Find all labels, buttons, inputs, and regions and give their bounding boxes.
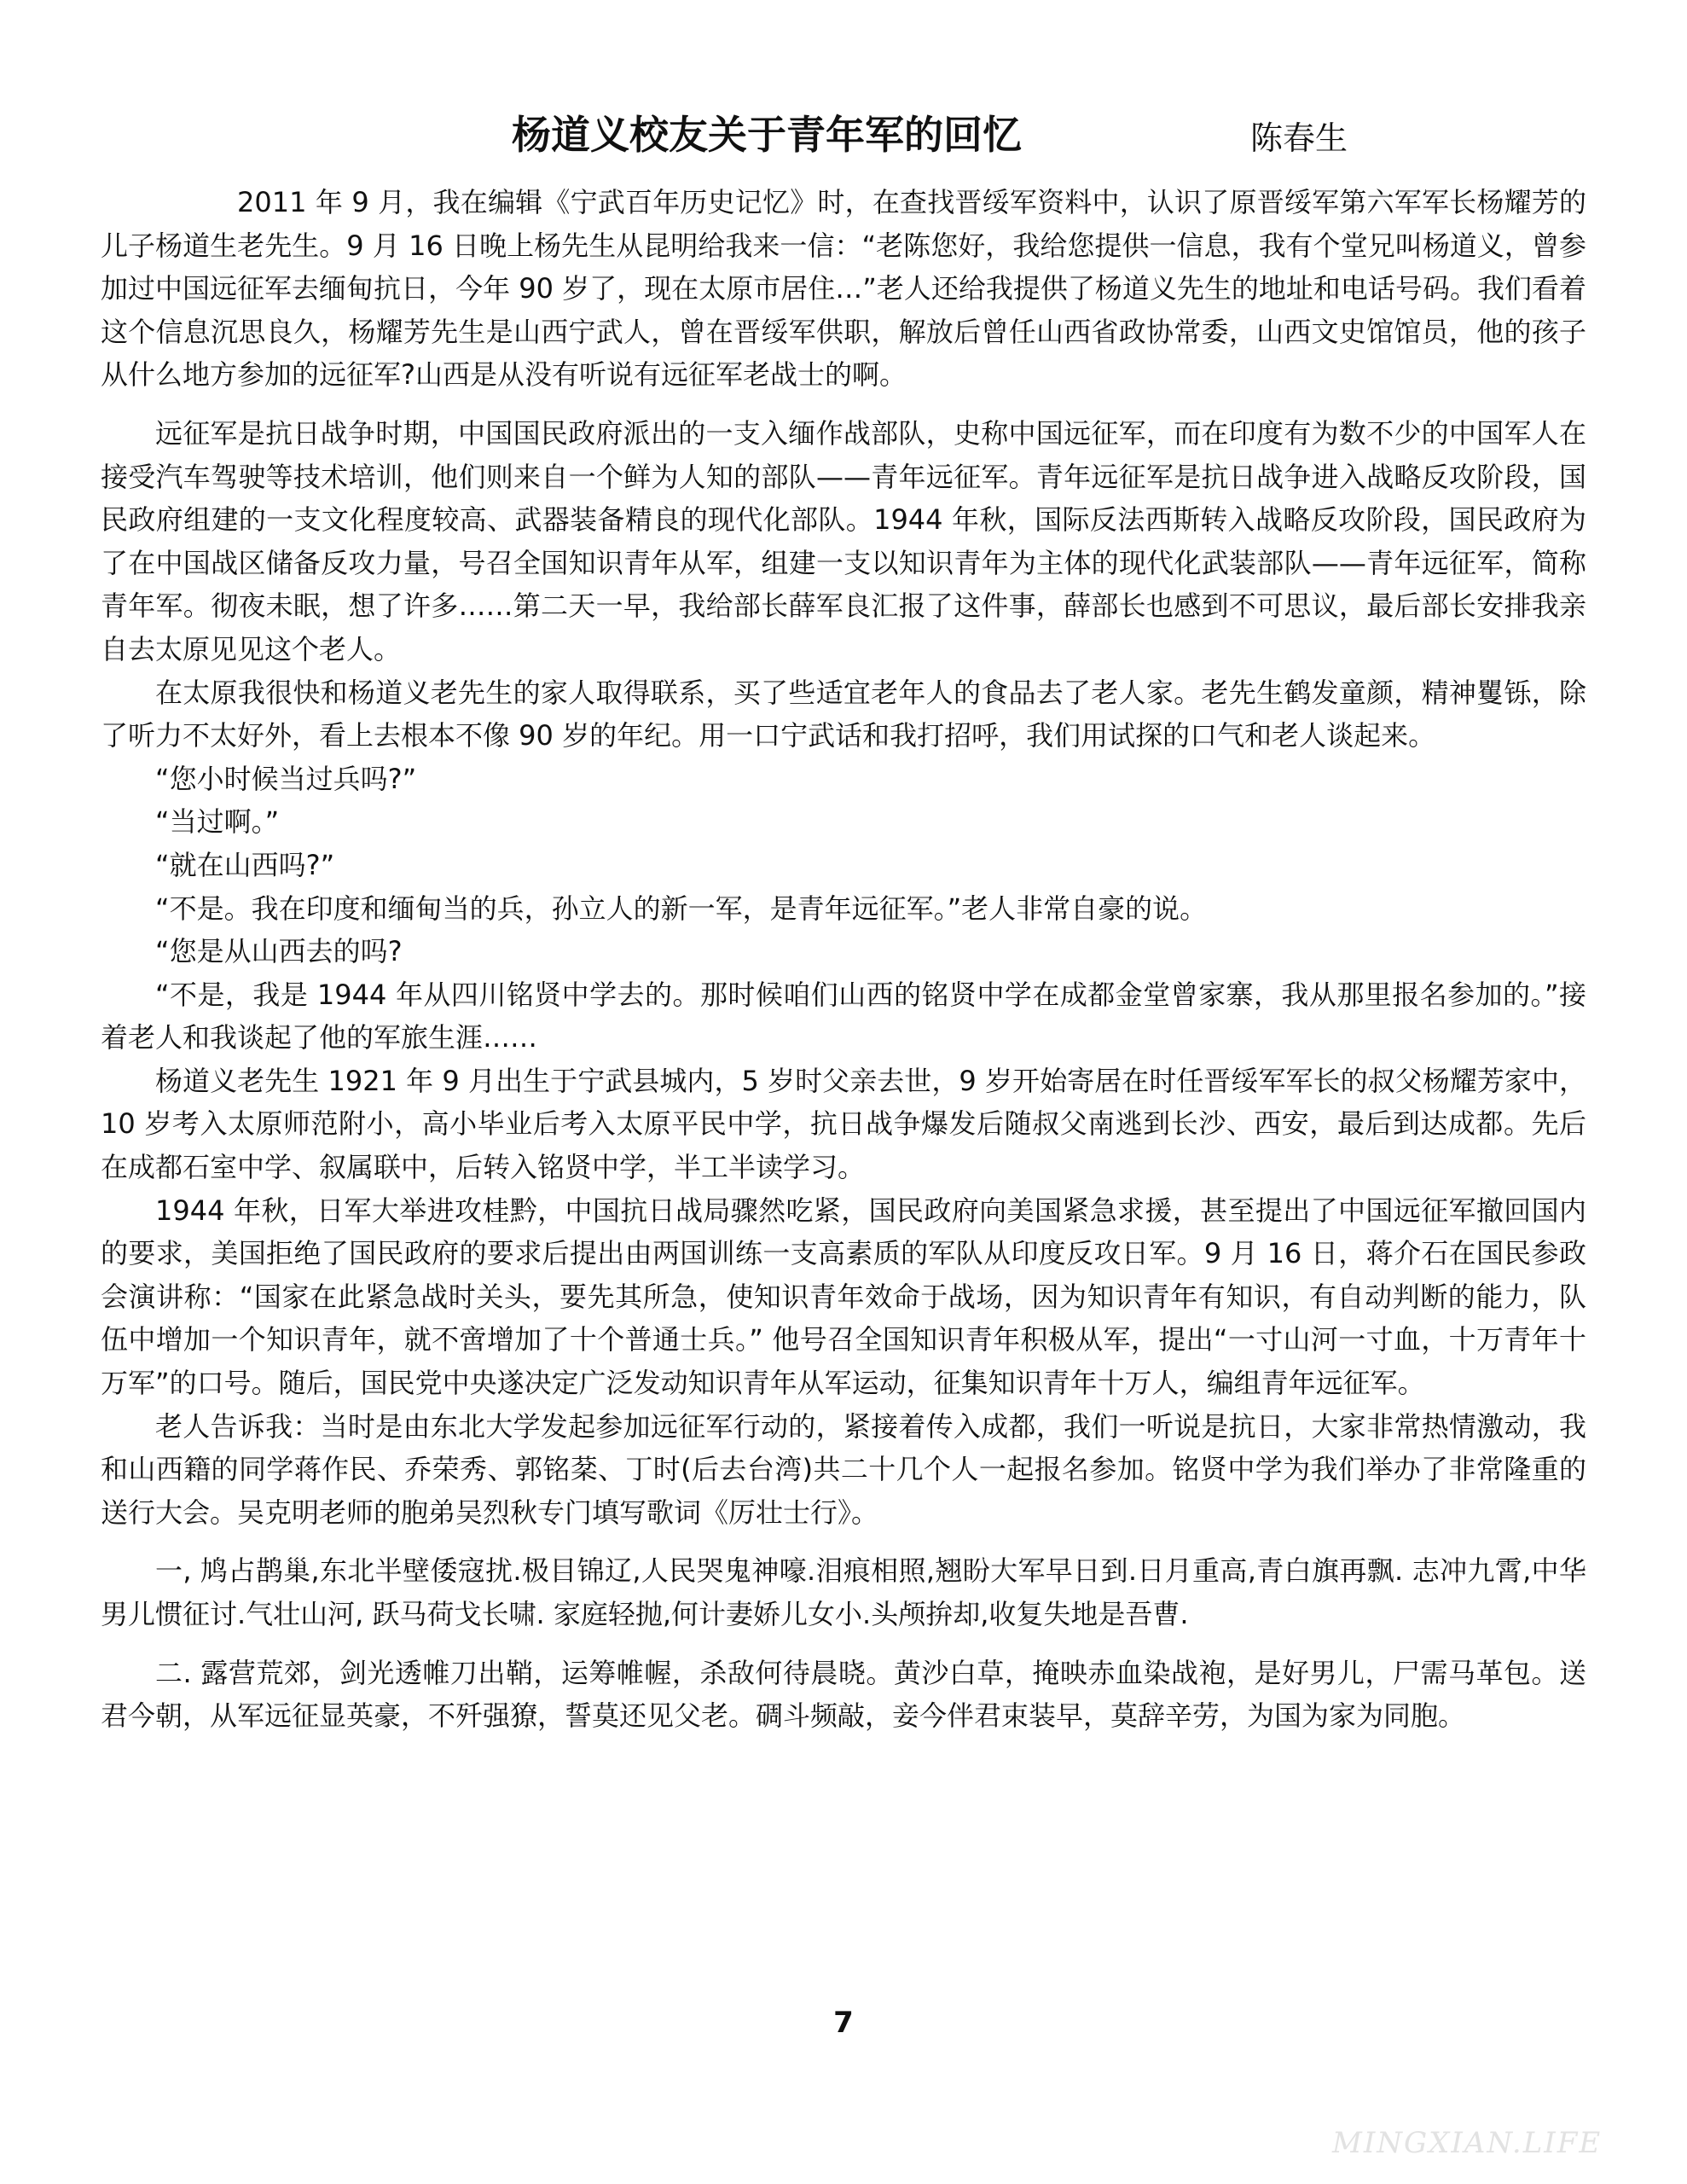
paragraph: 老人告诉我：当时是由东北大学发起参加远征军行动的，紧接着传入成都，我们一听说是抗日，大家非常热情激动，我和山西籍的同学蒋作民、乔荣秀、郭铭棻、丁时(后去台湾)共二十几个人一起报名参加。铭贤中学为我们举办了非常隆重的送行大会。吴克明老师的胞弟吴烈秋专门填写歌词《厉壮士行》。 <box>101 1409 1586 1529</box>
dialogue-line: “就在山西吗?” <box>155 848 335 881</box>
paragraph: 2011 年 9 月，我在编辑《宁武百年历史记忆》时，在查找晋绥军资料中，认识了原晋绥军第六军军长杨耀芳的儿子杨道生老先生。9 月 16 日晚上杨先生从昆明给我来一信：“老陈您好，我给您提供一信息，我有个堂兄叫杨道义，曾参加过中国远征军去缅甸抗日，今年 90 岁了，现在太原市居住…”老人还给我提供了杨道义先生的地址和电话号码。我们看着这个信息沉思良久，杨耀芳先生是山西宁武人，曾在晋绥军供职，解放后曾任山西省政协常委，山西文史馆馆员，他的孩子从什么地方参加的远征军?山西是从没有听说有远征军老战士的啊。 <box>101 186 1586 392</box>
page-number: 7 <box>833 2006 854 2040</box>
dialogue-line: “不是。我在印度和缅甸当的兵，孙立人的新一军，是青年远征军。”老人非常自豪的说。 <box>155 892 1208 925</box>
song-verse-2: 二. 露营荒郊，剑光透帷刀出鞘，运筹帷幄，杀敌何待晨晓。黄沙白草，掩映赤血染战袍，是好男儿，尸需马革包。送君今朝，从军远征显英豪，不歼强獠，誓莫还见父老。碉斗频敲，妾今伴君束装早，莫辞辛劳，为国为家为同胞。 <box>101 1656 1586 1733</box>
author-name: 陈春生 <box>1250 119 1348 157</box>
watermark: MINGXIAN.LIFE <box>1332 2126 1603 2160</box>
dialogue-line: “您是从山西去的吗? <box>155 935 403 968</box>
song-verse-1: 一, 鸠占鹊巢,东北半壁倭寇扰.极目锦辽,人民哭鬼神嚎.泪痕相照,翘盼大军早日到.日月重高,青白旗再飘. 志冲九霄,中华男儿惯征讨.气壮山河, 跃马荷戈长啸. 家庭轻抛,何计妻娇儿女小.头颅拚却,收复失地是吾曹. <box>101 1554 1586 1630</box>
paragraph: 在太原我很快和杨道义老先生的家人取得联系，买了些适宜老年人的食品去了老人家。老先生鹤发童颜，精神矍铄，除了听力不太好外，看上去根本不像 90 岁的年纪。用一口宁武话和我打招呼，我们用试探的口气和老人谈起来。 <box>101 676 1586 752</box>
paragraph: 远征军是抗日战争时期，中国国民政府派出的一支入缅作战部队，史称中国远征军，而在印度有为数不少的中国军人在接受汽车驾驶等技术培训，他们则来自一个鲜为人知的部队——青年远征军。青年远征军是抗日战争进入战略反攻阶段，国民政府组建的一支文化程度较高、武器装备精良的现代化部队。1944 年秋，国际反法西斯转入战略反攻阶段，国民政府为了在中国战区储备反攻力量，号召全国知识青年从军，组建一支以知识青年为主体的现代化武装部队——青年远征军，简称青年军。彻夜未眠，想了许多……第二天一早，我给部长薛军良汇报了这件事，薛部长也感到不可思议，最后部长安排我亲自去太原见见这个老人。 <box>101 416 1586 665</box>
paragraph: 杨道义老先生 1921 年 9 月出生于宁武县城内，5 岁时父亲去世，9 岁开始寄居在时任晋绥军军长的叔父杨耀芳家中，10 岁考入太原师范附小，高小毕业后考入太原平民中学，抗日战争爆发后随叔父南逃到长沙、西安，最后到达成都。先后在成都石室中学、叙属联中，后转入铭贤中学，半工半读学习。 <box>101 1064 1586 1184</box>
dialogue-line: “当过啊。” <box>155 805 280 839</box>
dialogue-line: “您小时候当过兵吗?” <box>155 762 417 795</box>
document-title: 杨道义校友关于青年军的回忆 <box>512 112 1022 158</box>
article-body <box>101 181 1586 1738</box>
paragraph: 1944 年秋，日军大举进攻桂黔，中国抗日战局骤然吃紧，国民政府向美国紧急求援，甚至提出了中国远征军撤回国内的要求，美国拒绝了国民政府的要求后提出由两国训练一支高素质的军队从印度反攻日军。9 月 16 日，蒋介石在国民参政会演讲称：“国家在此紧急战时关头，要先其所急，使知识青年效命于战场，因为知识青年有知识，有自动判断的能力，队伍中增加一个知识青年，就不啻增加了十个普通士兵。” 他号召全国知识青年积极从军，提出“一寸山河一寸血，十万青年十万军”的口号。随后，国民党中央遂决定广泛发动知识青年从军运动，征集知识青年十万人，编组青年远征军。 <box>101 1194 1586 1400</box>
title-row <box>0 101 1687 169</box>
dialogue-line: “不是，我是 1944 年从四川铭贤中学去的。那时候咱们山西的铭贤中学在成都金堂曾家寨，我从那里报名参加的。”接着老人和我谈起了他的军旅生涯…… <box>101 978 1586 1054</box>
